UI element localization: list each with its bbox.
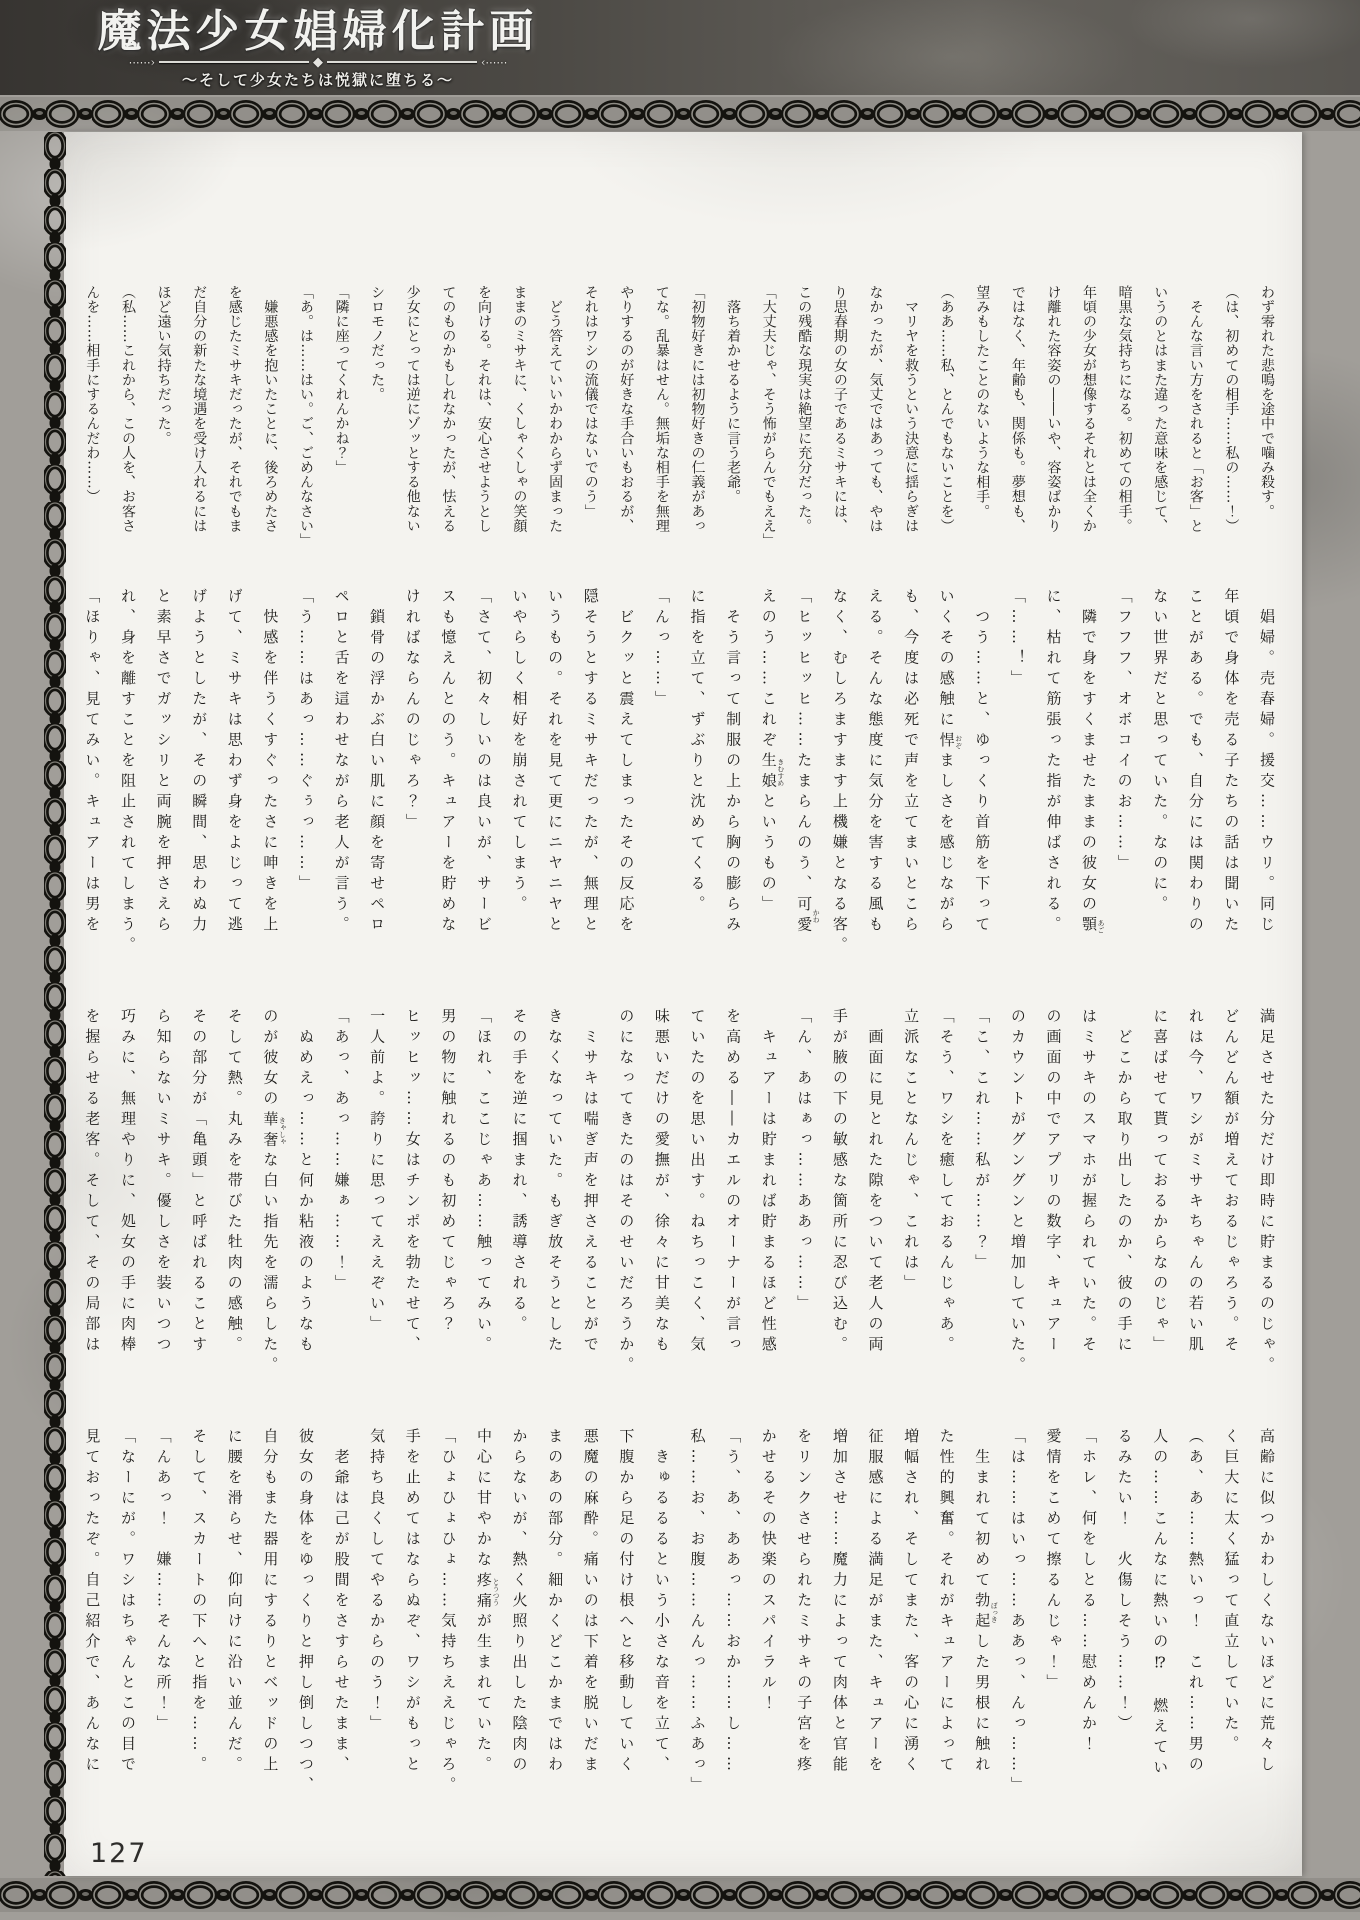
text-line: も、今度は必死で声を立てまいとこら xyxy=(902,588,921,937)
text-line: ければならんのじゃろ？」 xyxy=(403,588,422,834)
chain-border-top xyxy=(0,95,1360,133)
title-divider: ⋯⋯› ◆ ‹⋯⋯ xyxy=(128,54,508,70)
page-title: 魔法少女娼婦化計画 xyxy=(97,6,539,57)
text-line: 「あっ、あっ……嫌ぁ……！」 xyxy=(332,1008,351,1295)
text-line: そんな言い方をされると「お客」と xyxy=(1187,285,1204,534)
text-line: なかったが、気丈ではあっても、やは xyxy=(867,285,884,534)
text-line: てのものかもしれなかったが、怯える xyxy=(440,285,457,534)
text-line: その部分が「亀頭」と呼ばれることす xyxy=(190,1008,209,1357)
text-line: 少女にとっては逆にゾッとする他ない xyxy=(404,285,421,534)
text-line: かせるその快楽のスパイラル！ xyxy=(759,1428,778,1715)
chain-border-bottom xyxy=(0,1876,1360,1914)
text-line: いうもの。それを見て更にニヤニヤと xyxy=(546,588,565,937)
text-line: どんどん額が増えておるじゃろう。そ xyxy=(1222,1008,1241,1357)
text-line: （あ、あ……熱いっ！ これ……男の xyxy=(1186,1428,1205,1777)
text-line: 「は……はいっ……ああっ、んっ……」 xyxy=(1008,1428,1027,1797)
text-line: 快感を伴うくすぐったさに呻きを上 xyxy=(261,588,280,937)
text-line: 画面に見とれた隙をついて老人の両 xyxy=(866,1008,885,1357)
text-line: 「ひょひょひょ……気持ちええじゃろ。 xyxy=(439,1428,458,1797)
text-line: 「ん、あはぁっ……ああっ……」 xyxy=(795,1008,814,1316)
text-line: ミサキは喘ぎ声を押さえることがで xyxy=(581,1008,600,1357)
text-line: ビクッと震えてしまったその反応を xyxy=(617,588,636,937)
text-line: 愛情をこめて擦るんじゃ！」 xyxy=(1044,1428,1063,1695)
text-line: 年頃で身体を売る子たちの話は聞いた xyxy=(1222,588,1241,937)
text-line: れは今、ワシがミサキちゃんの若い肌 xyxy=(1186,1008,1205,1357)
text-line: 人の……こんなに熱いの⁉ 燃えてい xyxy=(1151,1428,1170,1780)
text-line: 悪魔の麻酔。痛いのは下着を脱いだま xyxy=(581,1428,600,1777)
text-line: 「ホレ、何をしとる……慰めんか！ xyxy=(1080,1428,1099,1756)
text-line: 年頃の少女が想像するそれとは全くか xyxy=(1081,285,1098,534)
text-line: そして、スカートの下へと指を……。 xyxy=(190,1428,209,1777)
text-line: 巧みに、無理やりに、処女の手に肉棒 xyxy=(119,1008,137,1357)
text-line: この残酷な現実は絶望に充分だった。 xyxy=(796,285,813,534)
text-line: つう……と、ゆっくり首筋を下って xyxy=(973,588,992,937)
text-line: 暗黒な気持ちになる。初めての相手。 xyxy=(1116,285,1133,534)
text-line: のになってきたのはそのせいだろうか。 xyxy=(617,1008,636,1377)
text-line: マリヤを救うという決意に揺らぎは xyxy=(903,285,920,534)
text-line: 落ち着かせるように言う老爺。 xyxy=(725,285,742,504)
text-line: だ自分の新たな境遇を受け入れるには xyxy=(191,285,208,534)
text-line: ヒッヒッ……女はチンポを勃たせて、 xyxy=(403,1008,422,1357)
text-line: 高齢に似つかわしくないほどに荒々し xyxy=(1258,1428,1276,1777)
text-line: 彼女の身体をゆっくりと押し倒しつつ、 xyxy=(296,1428,315,1797)
text-line: 「ほりゃ、見てみい。キュアーは男を xyxy=(83,588,102,937)
text-line: ままのミサキに、くしゃくしゃの笑顔 xyxy=(511,285,528,534)
text-line: 手を止めてはならぬぞ、ワシがもっと xyxy=(403,1428,422,1777)
text-line: なく、むしろますます上機嫌となる客。 xyxy=(830,588,849,957)
text-line: 老爺は己が股間をさすらせたまま、 xyxy=(332,1428,351,1777)
text-line: 「ヒッヒッヒ……たまらんのう、可愛 かわ xyxy=(795,588,821,937)
text-line: ぬめえっ……と何か粘液のようなも xyxy=(296,1008,315,1357)
text-line: ことがある。でも、自分には関わりの xyxy=(1186,588,1205,937)
text-line: いうのとはまた違った意味を感じて、 xyxy=(1152,285,1169,534)
text-line: れ、身を離すことを阻止されてしまう。 xyxy=(119,588,137,957)
text-line: 立派なことなんじゃ、これは」 xyxy=(902,1008,921,1295)
text-line: く巨大に太く猛って直立していた。 xyxy=(1222,1428,1241,1756)
text-line: 満足させた分だけ即時に貯まるのじゃ。 xyxy=(1258,1008,1276,1377)
text-line: 鎖骨の浮かぶ白い肌に顔を寄せペロ xyxy=(368,588,387,937)
text-line: いくその感触に悍 おぞましさを感じながら xyxy=(937,588,963,937)
text-line: 娼婦。売春婦。援交……ウリ。同じ xyxy=(1258,588,1276,937)
text-line: と素早さでガッシリと両腕を押さえら xyxy=(154,588,173,937)
text-line: のが彼女の華奢 きゃしゃな白い指先を濡らした。 xyxy=(261,1008,287,1377)
text-line: 「あ。は……はい。ご、ごめんなさい」 xyxy=(297,285,314,548)
text-line: キュアーは貯まれば貯まるほど性感 xyxy=(759,1008,778,1357)
text-line: 「なーにが。ワシはちゃんとこの目で xyxy=(119,1428,137,1777)
text-line: スも憶えんとのう。キュアーを貯めな xyxy=(439,588,458,937)
text-line: 隠そうとするミサキだったが、無理と xyxy=(581,588,600,937)
text-line: げようとしたが、その瞬間、思わぬ力 xyxy=(190,588,209,937)
text-line: （は、初めての相手……私の……！） xyxy=(1223,285,1240,534)
text-line: ていたのを思い出す。ねちっこく、気 xyxy=(688,1008,707,1357)
text-line: 「フフフ、オボコイのお……」 xyxy=(1115,588,1134,875)
text-line: 私……お、お腹……んんっ……ふあっ」 xyxy=(688,1428,707,1797)
text-line: け離れた容姿の――いや、容姿ばかり xyxy=(1045,285,1062,534)
text-line: 「初物好きには初物好きの仁義があっ xyxy=(689,285,706,534)
chain-border-left xyxy=(44,132,66,1876)
text-line: 自分もまた器用にするりとベッドの上 xyxy=(261,1428,280,1777)
text-line: ほど遠い気持ちだった。 xyxy=(155,285,172,446)
text-band-4 xyxy=(72,1428,1284,1824)
text-line: 増幅され、そしてまた、客の心に湧く xyxy=(902,1428,921,1777)
text-line: を高める――カエルのオーナーが言っ xyxy=(724,1008,743,1357)
text-line: のカウントがグングンと増加していた。 xyxy=(1008,1008,1027,1377)
text-line: 下腹から足の付け根へと移動していく xyxy=(617,1428,636,1777)
text-line: どこから取り出したのか、彼の手に xyxy=(1115,1008,1134,1357)
text-line: 「う……はあっ……ぐぅっ……」 xyxy=(296,588,315,896)
text-line: からないが、熱く火照り出した陰肉の xyxy=(510,1428,529,1777)
text-line: 嫌悪感を抱いたことに、後ろめたさ xyxy=(262,285,279,534)
text-line: えのう……これぞ生娘 きむすめというもの」 xyxy=(759,588,785,916)
text-line: 望みもしたことのないような相手。 xyxy=(974,285,991,519)
title-block xyxy=(0,0,1360,95)
text-line: るみたい！ 火傷しそう……！） xyxy=(1115,1428,1134,1736)
text-line: 「そう、ワシを癒しておるんじゃあ。 xyxy=(937,1008,956,1357)
text-line: 気持ち良くしてやるからのう！」 xyxy=(368,1428,387,1736)
text-line: に、枯れて筋張った指が伸ばされる。 xyxy=(1044,588,1063,937)
text-line: 「んっ……」 xyxy=(652,588,671,711)
text-line: どう答えていいかわからず固まった xyxy=(547,285,564,534)
text-line: ない世界だと思っていた。なのに。 xyxy=(1151,588,1170,916)
text-line: 「……！」 xyxy=(1008,588,1027,691)
text-line: の画面の中でアプリの数字、キュアー xyxy=(1044,1008,1063,1357)
text-line: んを……相手にするんだわ……） xyxy=(84,285,101,504)
text-line: 「大丈夫じゃ、そう怖がらんでもええ」 xyxy=(760,285,777,548)
text-line: やりするのが好きな手合いもおるが、 xyxy=(618,285,635,534)
text-band-2 xyxy=(72,588,1284,988)
text-line: まのあの部分。細かくどこかまではわ xyxy=(546,1428,565,1777)
text-line: げて、ミサキは思わず身をよじって逃 xyxy=(225,588,244,937)
text-line: そして熱。丸みを帯びた牡肉の感触。 xyxy=(225,1008,244,1357)
text-line: わず零れた悲鳴を途中で噛み殺す。 xyxy=(1259,285,1275,519)
text-line: ペロと舌を這わせながら老人が言う。 xyxy=(332,588,351,937)
text-line: をリンクさせられたミサキの子宮を疼 xyxy=(795,1428,814,1777)
text-line: える。そんな態度に気分を害する風も xyxy=(866,588,885,937)
text-line: 手が腋の下の敏感な箇所に忍び込む。 xyxy=(830,1008,849,1357)
text-line: 征服感による満足がまた、キュアーを xyxy=(866,1428,885,1777)
text-line: はミサキのスマホが握られていた。そ xyxy=(1080,1008,1099,1357)
page-subtitle: ～そして少女たちは悦獄に堕ちる～ xyxy=(181,71,454,89)
text-line: ら知らないミサキ。優しさを装いつつ xyxy=(154,1008,173,1357)
page-number: 127 xyxy=(90,1838,148,1869)
text-line: その手を逆に掴まれ、誘導される。 xyxy=(510,1008,529,1336)
text-line: そう言って制服の上から胸の膨らみ xyxy=(724,588,743,937)
text-line: 「んあっ！ 嫌……そんな所！」 xyxy=(154,1428,173,1736)
text-line: きなくなっていた。もぎ放そうとした xyxy=(546,1008,565,1357)
text-line: 隣で身をすくませたままの彼女の顎 あご xyxy=(1080,588,1106,937)
text-line: （私……これから、この人を、お客さ xyxy=(120,285,136,534)
text-band-1 xyxy=(72,285,1284,549)
text-line: いやらしく相好を崩されてしまう。 xyxy=(510,588,529,916)
text-band-3 xyxy=(72,1008,1284,1404)
text-line: （ああ……私、とんでもないことを） xyxy=(938,285,955,534)
text-line: 「さて、初々しいのは良いが、サービ xyxy=(474,588,493,937)
text-line: 一人前よ。誇りに思ってええぞい」 xyxy=(368,1008,387,1336)
text-line: ではなく、年齢も、関係も。夢想も、 xyxy=(1009,285,1026,534)
text-line: きゅるるるという小さな音を立て、 xyxy=(652,1428,671,1777)
text-line: 見ておったぞ。自己紹介で、あんなに xyxy=(83,1428,102,1777)
text-line: 「こ、これ……私が……？」 xyxy=(973,1008,992,1275)
text-line: 「ほれ、ここじゃあ……触ってみい。 xyxy=(474,1008,493,1357)
text-line: シロモノだった。 xyxy=(369,285,386,402)
text-line: それはワシの流儀ではないでのう」 xyxy=(582,285,599,519)
text-line: 中心に甘やかな疼痛 とうつうが生まれていた。 xyxy=(474,1428,500,1777)
text-line: 生まれて初めて勃起 ぼっきした男根に触れ xyxy=(973,1428,999,1777)
text-line: り思春期の女の子であるミサキには、 xyxy=(831,285,848,534)
text-line: 男の物に触れるのも初めてじゃろ？ xyxy=(439,1008,458,1336)
text-line: 味悪いだけの愛撫が、徐々に甘美なも xyxy=(652,1008,671,1357)
text-line: てな。乱暴はせん。無垢な相手を無理 xyxy=(653,285,670,534)
text-line: に指を立て、ずぶりと沈めてくる。 xyxy=(688,588,707,916)
text-line: 「う、あ、ああっ……おか……し…… xyxy=(724,1428,743,1777)
text-line: 「隣に座ってくれんかね？」 xyxy=(333,285,350,475)
text-line: を握らせる老客。そして、その局部は xyxy=(83,1008,102,1357)
content-panel xyxy=(64,132,1302,1876)
text-line: を感じたミサキだったが、それでもま xyxy=(226,285,243,534)
text-line: に喜ばせて貰っておるからなのじゃ」 xyxy=(1151,1008,1170,1357)
text-line: に腰を滑らせ、仰向けに沿い並んだ。 xyxy=(225,1428,244,1777)
text-line: 増加させ……魔力によって肉体と官能 xyxy=(830,1428,849,1777)
text-line: を向ける。それは、安心させようとし xyxy=(475,285,492,534)
text-line: た性的興奮。それがキュアーによって xyxy=(937,1428,956,1777)
